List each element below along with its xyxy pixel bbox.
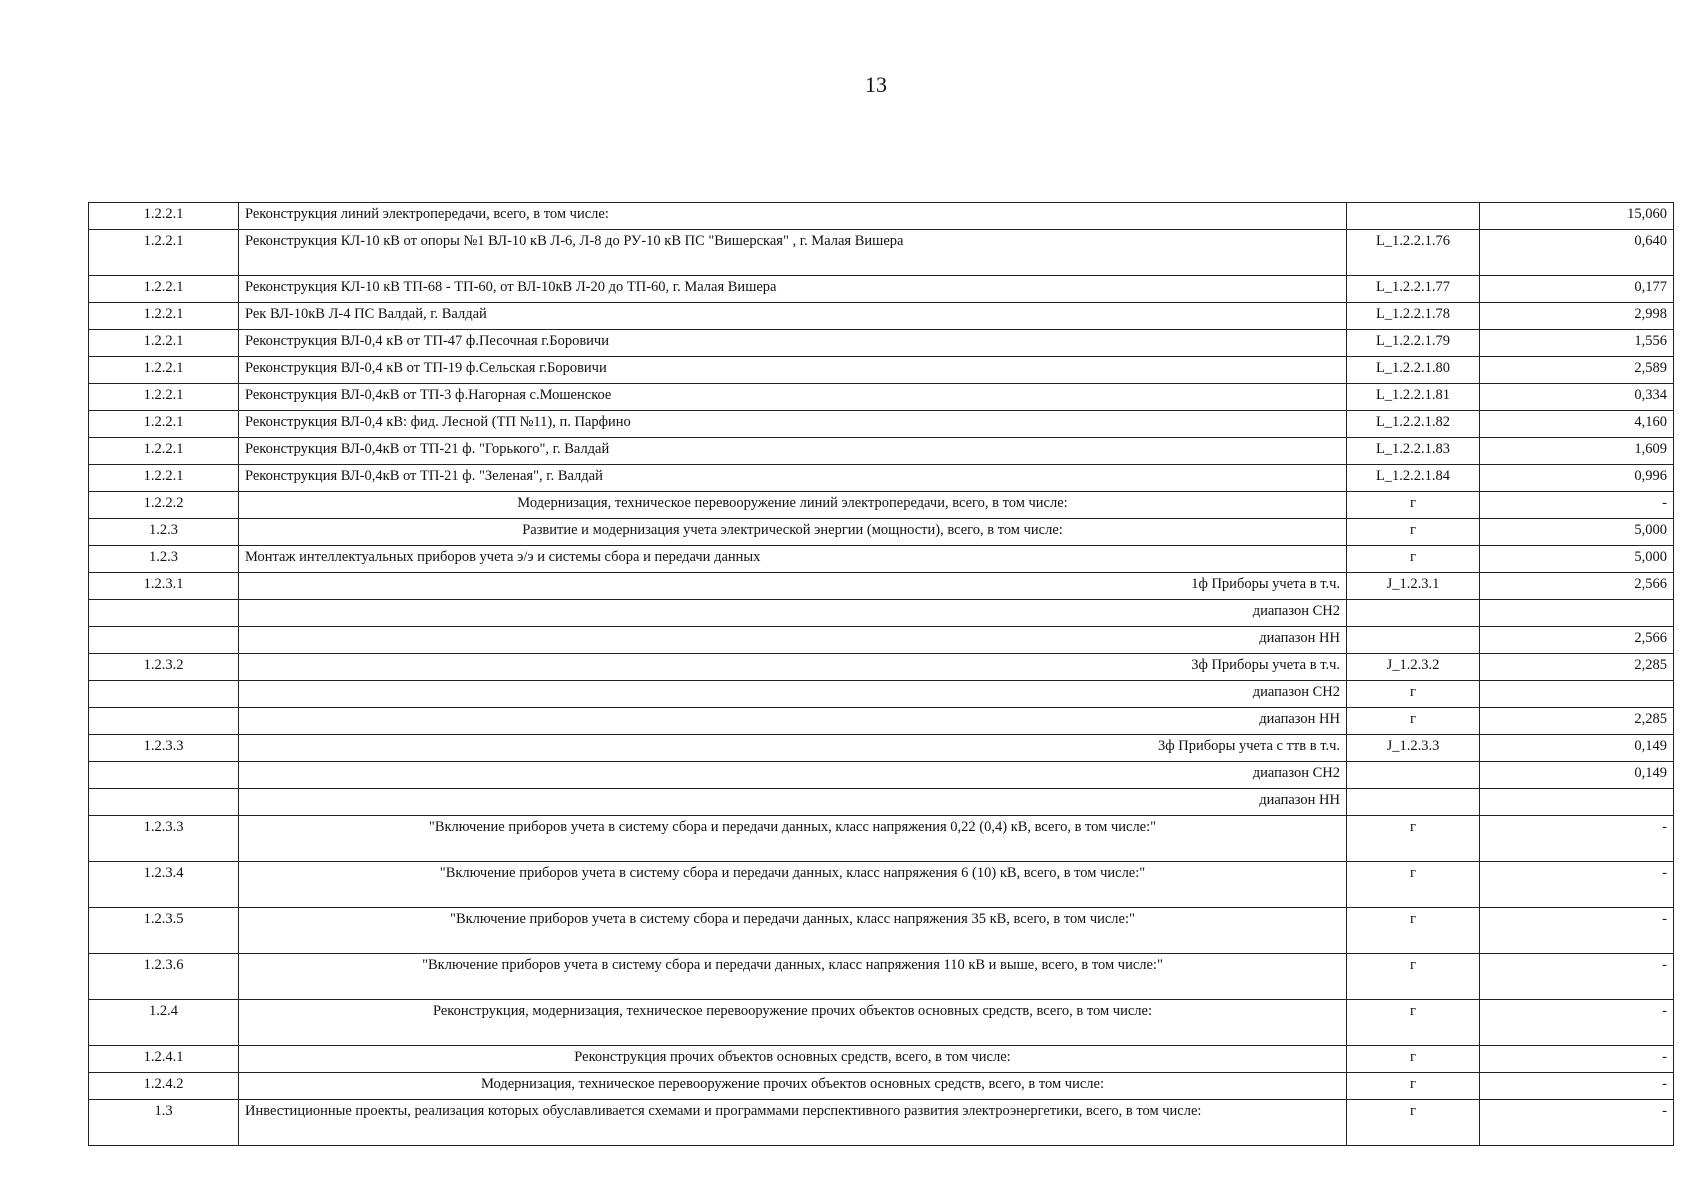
row-number-cell: 1.2.2.1 <box>89 438 239 465</box>
row-name-cell: Рек ВЛ-10кВ Л-4 ПС Валдай, г. Валдай <box>239 303 1347 330</box>
table-row <box>89 438 1674 465</box>
row-value-cell: 1,556 <box>1480 330 1674 357</box>
row-value-cell: 2,285 <box>1480 654 1674 681</box>
table-row <box>89 384 1674 411</box>
table-row <box>89 762 1674 789</box>
row-code-cell <box>1347 600 1480 627</box>
row-name-cell: Инвестиционные проекты, реализация которых обуславливается схемами и программами перспективного развития электроэнергетики, всего, в том числе: <box>239 1100 1347 1146</box>
row-value-cell: 2,566 <box>1480 573 1674 600</box>
row-number-cell: 1.2.3 <box>89 546 239 573</box>
table-row <box>89 1073 1674 1100</box>
row-code-cell: г <box>1347 954 1480 1000</box>
row-number-cell: 1.2.4.2 <box>89 1073 239 1100</box>
row-value-cell: - <box>1480 1000 1674 1046</box>
row-name-cell: Реконструкция ВЛ-0,4 кВ от ТП-47 ф.Песочная г.Боровичи <box>239 330 1347 357</box>
table-row <box>89 465 1674 492</box>
table-row <box>89 816 1674 862</box>
row-value-cell: 0,640 <box>1480 230 1674 276</box>
row-value-cell: - <box>1480 1073 1674 1100</box>
row-number-cell: 1.2.2.1 <box>89 357 239 384</box>
table-row <box>89 230 1674 276</box>
row-name-cell: диапазон СН2 <box>239 762 1347 789</box>
table-row <box>89 276 1674 303</box>
row-value-cell: 2,285 <box>1480 708 1674 735</box>
row-value-cell: 0,149 <box>1480 762 1674 789</box>
row-number-cell: 1.2.3.1 <box>89 573 239 600</box>
table-row <box>89 573 1674 600</box>
row-code-cell: L_1.2.2.1.79 <box>1347 330 1480 357</box>
row-code-cell: L_1.2.2.1.82 <box>1347 411 1480 438</box>
row-code-cell: J_1.2.3.3 <box>1347 735 1480 762</box>
row-value-cell: 4,160 <box>1480 411 1674 438</box>
table-body <box>89 203 1674 1146</box>
row-value-cell: 0,334 <box>1480 384 1674 411</box>
row-name-cell: Монтаж интеллектуальных приборов учета э/э и системы сбора и передачи данных <box>239 546 1347 573</box>
row-name-cell: диапазон СН2 <box>239 600 1347 627</box>
row-name-cell: Модернизация, техническое перевооружение прочих объектов основных средств, всего, в том числе: <box>239 1073 1347 1100</box>
row-name-cell: Реконструкция линий электропередачи, всего, в том числе: <box>239 203 1347 230</box>
row-code-cell: г <box>1347 519 1480 546</box>
investment-table <box>88 202 1674 1146</box>
row-value-cell: 0,177 <box>1480 276 1674 303</box>
row-value-cell: 15,060 <box>1480 203 1674 230</box>
row-name-cell: диапазон НН <box>239 708 1347 735</box>
row-name-cell: Реконструкция ВЛ-0,4кВ от ТП-21 ф. "Зеленая", г. Валдай <box>239 465 1347 492</box>
row-value-cell: 2,998 <box>1480 303 1674 330</box>
table-row <box>89 627 1674 654</box>
row-number-cell: 1.2.3.2 <box>89 654 239 681</box>
row-number-cell <box>89 789 239 816</box>
row-number-cell: 1.2.2.1 <box>89 330 239 357</box>
row-code-cell: г <box>1347 908 1480 954</box>
row-number-cell: 1.2.3.5 <box>89 908 239 954</box>
row-code-cell: г <box>1347 862 1480 908</box>
row-number-cell: 1.2.3.3 <box>89 816 239 862</box>
row-number-cell: 1.2.3.4 <box>89 862 239 908</box>
table-row <box>89 681 1674 708</box>
row-code-cell: L_1.2.2.1.84 <box>1347 465 1480 492</box>
row-value-cell: - <box>1480 862 1674 908</box>
row-value-cell: 2,566 <box>1480 627 1674 654</box>
row-value-cell: 0,149 <box>1480 735 1674 762</box>
row-code-cell: L_1.2.2.1.76 <box>1347 230 1480 276</box>
row-value-cell: 0,996 <box>1480 465 1674 492</box>
row-name-cell: Реконструкция прочих объектов основных средств, всего, в том числе: <box>239 1046 1347 1073</box>
row-number-cell: 1.2.2.1 <box>89 303 239 330</box>
row-number-cell <box>89 627 239 654</box>
row-number-cell: 1.2.4 <box>89 1000 239 1046</box>
row-value-cell <box>1480 600 1674 627</box>
table-row <box>89 1000 1674 1046</box>
row-code-cell: J_1.2.3.1 <box>1347 573 1480 600</box>
table-row <box>89 492 1674 519</box>
row-code-cell: L_1.2.2.1.81 <box>1347 384 1480 411</box>
row-code-cell: г <box>1347 1073 1480 1100</box>
row-number-cell: 1.2.4.1 <box>89 1046 239 1073</box>
row-code-cell: г <box>1347 816 1480 862</box>
row-code-cell <box>1347 627 1480 654</box>
row-number-cell: 1.3 <box>89 1100 239 1146</box>
row-value-cell <box>1480 789 1674 816</box>
row-value-cell: - <box>1480 1046 1674 1073</box>
row-code-cell: L_1.2.2.1.77 <box>1347 276 1480 303</box>
row-value-cell: - <box>1480 816 1674 862</box>
row-code-cell: L_1.2.2.1.83 <box>1347 438 1480 465</box>
row-code-cell: г <box>1347 708 1480 735</box>
row-code-cell <box>1347 203 1480 230</box>
table-row <box>89 954 1674 1000</box>
row-number-cell: 1.2.2.1 <box>89 411 239 438</box>
row-name-cell: Реконструкция ВЛ-0,4 кВ от ТП-19 ф.Сельская г.Боровичи <box>239 357 1347 384</box>
row-name-cell: Развитие и модернизация учета электрической энергии (мощности), всего, в том числе: <box>239 519 1347 546</box>
table-row <box>89 735 1674 762</box>
row-number-cell <box>89 708 239 735</box>
row-number-cell: 1.2.3.3 <box>89 735 239 762</box>
row-name-cell: Реконструкция ВЛ-0,4кВ от ТП-3 ф.Нагорная с.Мошенское <box>239 384 1347 411</box>
row-code-cell: J_1.2.3.2 <box>1347 654 1480 681</box>
row-name-cell: Реконструкция ВЛ-0,4кВ от ТП-21 ф. "Горького", г. Валдай <box>239 438 1347 465</box>
table-row <box>89 546 1674 573</box>
row-value-cell: 1,609 <box>1480 438 1674 465</box>
row-number-cell: 1.2.3 <box>89 519 239 546</box>
row-name-cell: "Включение приборов учета в систему сбора и передачи данных, класс напряжения 0,22 (0,4) кВ, всего, в том числе:" <box>239 816 1347 862</box>
row-code-cell: г <box>1347 546 1480 573</box>
row-number-cell <box>89 681 239 708</box>
row-value-cell: - <box>1480 1100 1674 1146</box>
row-number-cell: 1.2.2.2 <box>89 492 239 519</box>
row-name-cell: 1ф Приборы учета в т.ч. <box>239 573 1347 600</box>
row-name-cell: Модернизация, техническое перевооружение линий электропередачи, всего, в том числе: <box>239 492 1347 519</box>
row-value-cell: 5,000 <box>1480 546 1674 573</box>
row-number-cell <box>89 600 239 627</box>
row-value-cell: - <box>1480 492 1674 519</box>
table-row <box>89 1100 1674 1146</box>
table-row <box>89 203 1674 230</box>
row-name-cell: Реконструкция, модернизация, техническое перевооружение прочих объектов основных средств, всего, в том числе: <box>239 1000 1347 1046</box>
table-row <box>89 789 1674 816</box>
table-row <box>89 708 1674 735</box>
row-name-cell: Реконструкция КЛ-10 кВ ТП-68 - ТП-60, от ВЛ-10кВ Л-20 до ТП-60, г. Малая Вишера <box>239 276 1347 303</box>
row-name-cell: "Включение приборов учета в систему сбора и передачи данных, класс напряжения 110 кВ и выше, всего, в том числе:" <box>239 954 1347 1000</box>
row-value-cell <box>1480 681 1674 708</box>
row-number-cell: 1.2.2.1 <box>89 465 239 492</box>
row-name-cell: Реконструкция КЛ-10 кВ от опоры №1 ВЛ-10 кВ Л-6, Л-8 до РУ-10 кВ ПС "Вишерская" , г. Малая Вишера <box>239 230 1347 276</box>
row-code-cell: г <box>1347 1000 1480 1046</box>
row-number-cell: 1.2.2.1 <box>89 230 239 276</box>
row-value-cell: 2,589 <box>1480 357 1674 384</box>
table-row <box>89 600 1674 627</box>
table-row <box>89 411 1674 438</box>
row-name-cell: диапазон НН <box>239 789 1347 816</box>
row-code-cell: L_1.2.2.1.78 <box>1347 303 1480 330</box>
row-name-cell: 3ф Приборы учета с ттв в т.ч. <box>239 735 1347 762</box>
row-name-cell: "Включение приборов учета в систему сбора и передачи данных, класс напряжения 35 кВ, всего, в том числе:" <box>239 908 1347 954</box>
row-name-cell: диапазон СН2 <box>239 681 1347 708</box>
row-name-cell: Реконструкция ВЛ-0,4 кВ: фид. Лесной (ТП №11), п. Парфино <box>239 411 1347 438</box>
row-value-cell: - <box>1480 954 1674 1000</box>
row-name-cell: "Включение приборов учета в систему сбора и передачи данных, класс напряжения 6 (10) кВ, всего, в том числе:" <box>239 862 1347 908</box>
row-code-cell <box>1347 789 1480 816</box>
row-code-cell: г <box>1347 681 1480 708</box>
row-number-cell: 1.2.2.1 <box>89 276 239 303</box>
table-row <box>89 519 1674 546</box>
row-code-cell: г <box>1347 1100 1480 1146</box>
row-code-cell <box>1347 762 1480 789</box>
row-number-cell <box>89 762 239 789</box>
row-name-cell: диапазон НН <box>239 627 1347 654</box>
row-number-cell: 1.2.2.1 <box>89 384 239 411</box>
table-row <box>89 908 1674 954</box>
row-code-cell: L_1.2.2.1.80 <box>1347 357 1480 384</box>
table-row <box>89 330 1674 357</box>
row-value-cell: 5,000 <box>1480 519 1674 546</box>
table-row <box>89 357 1674 384</box>
table-row <box>89 303 1674 330</box>
row-value-cell: - <box>1480 908 1674 954</box>
row-code-cell: г <box>1347 492 1480 519</box>
table-row <box>89 1046 1674 1073</box>
row-number-cell: 1.2.3.6 <box>89 954 239 1000</box>
table-row <box>89 654 1674 681</box>
table-row <box>89 862 1674 908</box>
page-number: 13 <box>865 72 887 97</box>
row-name-cell: 3ф Приборы учета в т.ч. <box>239 654 1347 681</box>
row-number-cell: 1.2.2.1 <box>89 203 239 230</box>
row-code-cell: г <box>1347 1046 1480 1073</box>
